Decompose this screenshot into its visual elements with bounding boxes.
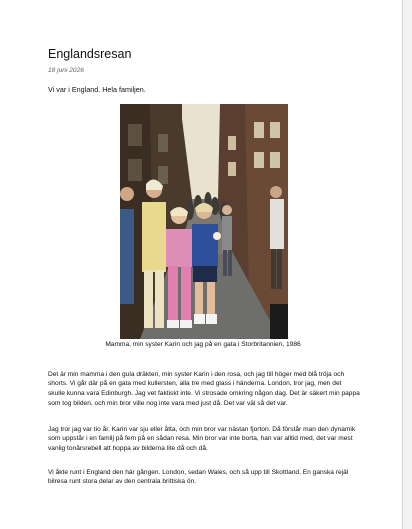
street-photo (120, 104, 288, 339)
photo-caption: Mamma, min syster Karin och jag på en gata i Storbritannien, 1986 (105, 341, 301, 348)
paragraph-2: Jag tror jag var tio år. Karin var sju eller åtta, och min bror var nästan fjorton. Då förstår man den dynamik som uppstår i en familj på fem på en sådan resa. Min bror var inte borta, han var alltid med, det var mest vanlig tonårsrebell att hoppa av bilderna lite då och då. (48, 425, 356, 453)
document-date: 18 juni 2026 (48, 67, 84, 74)
street-photo-illustration (120, 104, 288, 339)
intro-text: Vi var i England. Hela familjen. (48, 85, 146, 94)
paragraph-1: Det är min mamma i den gula dräkten, min syster Karin i den rosa, och jag till höger med blå tröja och shorts. Vi går där på en gata med kullersten, alla tre med glass i händerna. London, tror jag, men det skulle kunna vara Edinburgh. Jag vet faktiskt inte. Vi strosade omkring någon dag. Det är säkert min pappa som tog bilden, och min bror ville nog inte vara med just då. Det var väl så det var. (48, 370, 360, 407)
paragraph-3: Vi åkte runt i England den här gången. London, sedan Wales, och så upp till Skottland. En ganska rejäl bilresa runt stora delar av den centrala brittiska ön. (48, 468, 349, 486)
document-title: Englandsresan (48, 47, 132, 61)
